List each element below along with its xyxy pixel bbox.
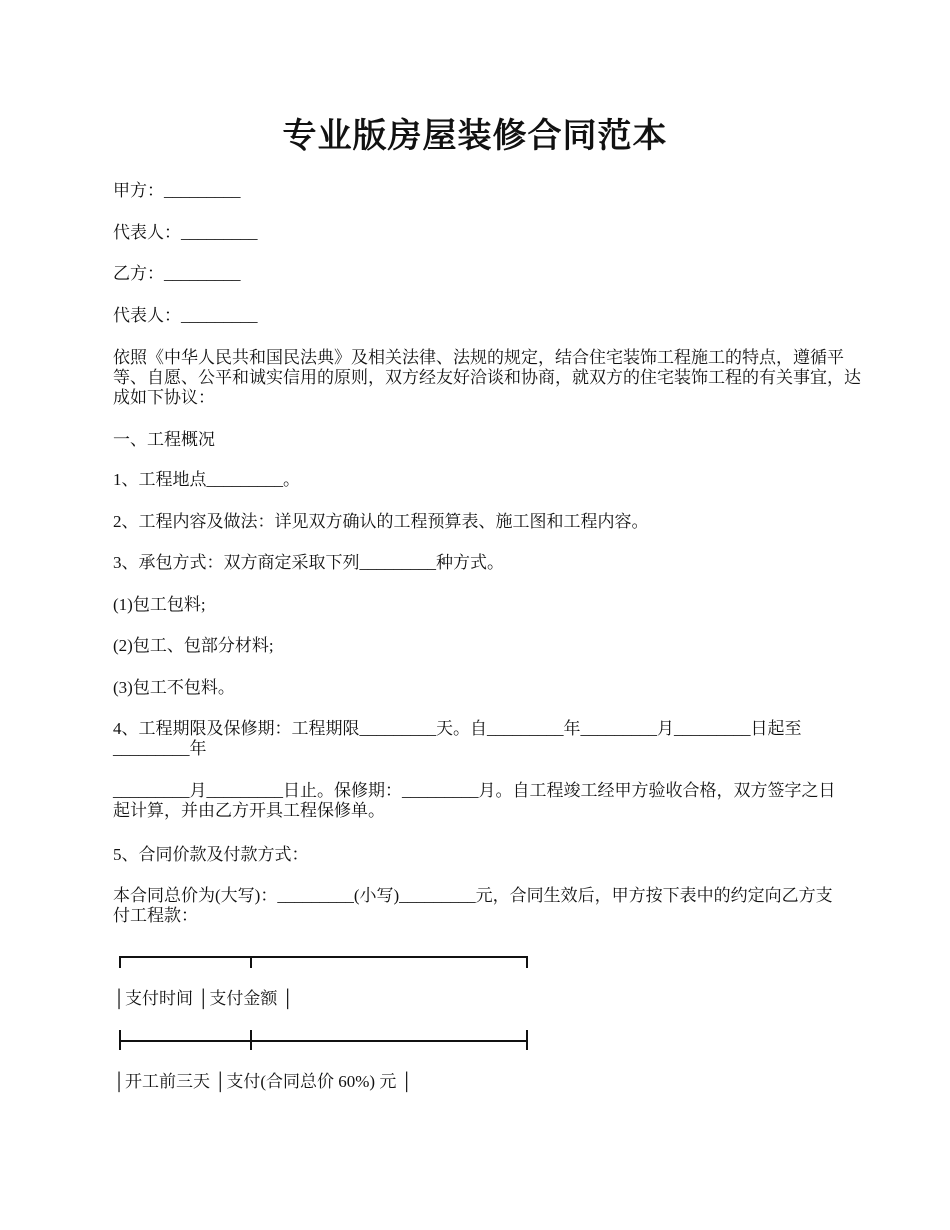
clause-content: 2、工程内容及做法：详见双方确认的工程预算表、施工图和工程内容。 bbox=[113, 512, 649, 531]
section-heading-overview: 一、工程概况 bbox=[113, 430, 215, 449]
clause-contract-mode: 3、承包方式：双方商定采取下列_________种方式。 bbox=[113, 553, 504, 572]
party-a-line: 甲方：_________ bbox=[113, 181, 241, 200]
representative-b-line: 代表人：_________ bbox=[113, 306, 258, 325]
table-row-1: │开工前三天 │支付(合同总价 60%) 元 │ bbox=[113, 1072, 413, 1091]
clause-duration: 4、工程期限及保修期：工程期限_________天。自_________年_________月_________日起至_________年 bbox=[113, 719, 802, 758]
representative-a-line: 代表人：_________ bbox=[113, 223, 258, 242]
party-b-line: 乙方：_________ bbox=[113, 264, 241, 283]
table-header-row: │支付时间 │支付金额 │ bbox=[113, 989, 294, 1008]
option-1: (1)包工包料; bbox=[113, 595, 206, 614]
clause-price: 本合同总价为(大写)：_________(小写)_________元，合同生效后，甲方按下表中的约定向乙方支付工程款： bbox=[113, 886, 833, 925]
clause-location: 1、工程地点_________。 bbox=[113, 470, 300, 489]
document-title: 专业版房屋装修合同范本 bbox=[282, 118, 668, 155]
option-2: (2)包工、包部分材料; bbox=[113, 636, 274, 655]
intro-paragraph: 依照《中华人民共和国民法典》及相关法律、法规的规定，结合住宅装饰工程施工的特点，遵循平等、自愿、公平和诚实信用的原则，双方经友好洽谈和协商，就双方的住宅装饰工程的有关事宜，达成如下协议： bbox=[113, 348, 861, 407]
clause-payment: 5、合同价款及付款方式： bbox=[113, 845, 309, 864]
clause-duration-continued: _________月_________日止。保修期：_________月。自工程竣工经甲方验收合格，双方签字之日起计算，并由乙方开具工程保修单。 bbox=[113, 781, 836, 820]
option-3: (3)包工不包料。 bbox=[113, 678, 235, 697]
